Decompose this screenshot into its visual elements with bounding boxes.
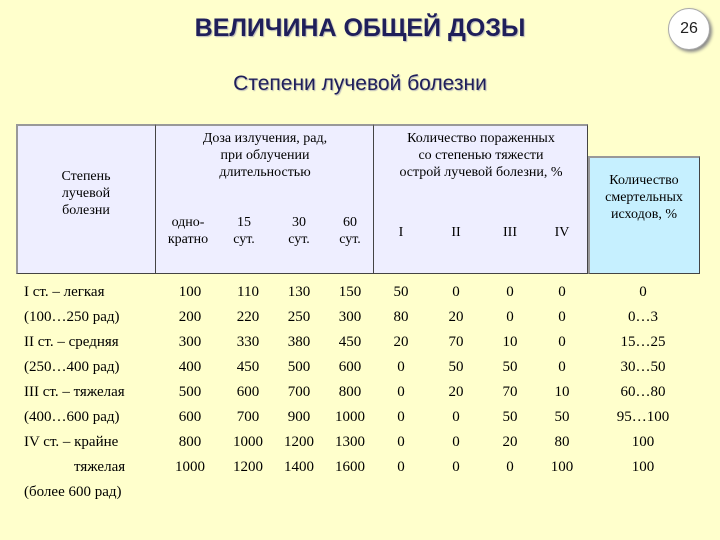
table-cell: 250 <box>287 309 311 325</box>
table-cell: 0 <box>506 459 514 475</box>
table-cell: 600 <box>178 409 202 425</box>
table-cell: 0 <box>452 409 460 425</box>
table-cell: 50 <box>502 359 518 375</box>
table-cell: 70 <box>448 334 464 350</box>
row-label: (100…250 рад) <box>24 309 120 325</box>
table-cell: 1200 <box>233 459 263 475</box>
table-cell: 80 <box>554 434 570 450</box>
dose-col-single: одно- кратно <box>167 215 209 247</box>
table-cell: 150 <box>338 284 362 300</box>
table-cell: 300 <box>178 334 202 350</box>
table-cell: 0 <box>506 309 514 325</box>
table-cell: 0 <box>558 359 566 375</box>
table-cell: 0 <box>452 434 460 450</box>
affected-col-II: II <box>451 225 461 240</box>
table-cell: 110 <box>237 284 259 300</box>
table-cell: 20 <box>393 334 409 350</box>
table-cell: 800 <box>178 434 202 450</box>
table-cell: 900 <box>287 409 311 425</box>
table-cell: 700 <box>236 409 260 425</box>
dose-col-30days: 30 сут. <box>288 215 310 247</box>
table-cell: 800 <box>338 384 362 400</box>
row-label: (250…400 рад) <box>24 359 120 375</box>
table-cell: 100 <box>631 434 655 450</box>
header-dose-text: Доза излучения, рад, при облучении длительностью <box>202 131 328 180</box>
table-cell: 0 <box>558 309 566 325</box>
table-cell: 0 <box>506 284 514 300</box>
table-cell: 50 <box>502 409 518 425</box>
table-cell: 0 <box>397 409 405 425</box>
header-deaths-text: Количество смертельных исходов, % <box>605 173 683 222</box>
header-degree-text: Степень лучевой болезни <box>61 169 111 218</box>
table-cell: 450 <box>338 334 362 350</box>
table-cell: 0 <box>558 334 566 350</box>
table-cell: 20 <box>502 434 518 450</box>
table-cell: 200 <box>178 309 202 325</box>
table-cell: 1400 <box>284 459 314 475</box>
table-cell: 1200 <box>284 434 314 450</box>
table-cell: 600 <box>236 384 260 400</box>
table-cell: 0 <box>452 459 460 475</box>
row-label: II ст. – средняя <box>24 334 119 350</box>
table-cell: 100 <box>178 284 202 300</box>
table-cell: 15…25 <box>620 334 666 350</box>
table-cell: 300 <box>338 309 362 325</box>
table-cell: 10 <box>554 384 570 400</box>
row-label: III ст. – тяжелая <box>24 384 125 400</box>
table-cell: 0 <box>397 434 405 450</box>
table-cell: 70 <box>502 384 518 400</box>
table-cell: 50 <box>393 284 409 300</box>
row-label: тяжелая <box>74 459 126 475</box>
table-cell: 1300 <box>335 434 365 450</box>
table-cell: 1000 <box>175 459 205 475</box>
table-cell: 130 <box>287 284 311 300</box>
table-cell: 0 <box>558 284 566 300</box>
table-cell: 20 <box>448 384 464 400</box>
table-cell: 95…100 <box>616 409 670 425</box>
table-cell: 1000 <box>233 434 263 450</box>
table-cell: 450 <box>236 359 260 375</box>
row-label: (400…600 рад) <box>24 409 120 425</box>
table-cell: 50 <box>448 359 464 375</box>
dose-col-60days: 60 сут. <box>339 215 361 247</box>
table-cell: 50 <box>554 409 570 425</box>
table-cell: 380 <box>287 334 311 350</box>
table-cell: 0 <box>639 284 647 300</box>
table-cell: 0 <box>397 459 405 475</box>
table-cell: 80 <box>393 309 409 325</box>
table-cell: 0 <box>397 359 405 375</box>
table-cell: 500 <box>178 384 202 400</box>
header-affected-text: Количество пораженных со степенью тяжести острой лучевой болезни, % <box>399 131 563 180</box>
affected-col-I: I <box>398 225 404 240</box>
row-label: (более 600 рад) <box>24 484 122 500</box>
slide-subtitle: Степени лучевой болезни <box>233 72 487 95</box>
table-cell: 0 <box>397 384 405 400</box>
table-cell: 100 <box>631 459 655 475</box>
table-cell: 10 <box>502 334 518 350</box>
table-cell: 0…3 <box>628 309 658 325</box>
slide-title: ВЕЛИЧИНА ОБЩЕЙ ДОЗЫ <box>194 14 526 42</box>
affected-col-III: III <box>503 225 517 240</box>
table-cell: 600 <box>338 359 362 375</box>
table-cell: 0 <box>452 284 460 300</box>
dose-col-15days: 15 сут. <box>233 215 255 247</box>
affected-col-IV: IV <box>554 225 570 240</box>
table-cell: 20 <box>448 309 464 325</box>
table-cell: 60…80 <box>620 384 666 400</box>
table-cell: 1600 <box>335 459 365 475</box>
table-cell: 400 <box>178 359 202 375</box>
table-cell: 1000 <box>335 409 365 425</box>
page-number-badge: 26 <box>668 8 710 50</box>
row-label: I ст. – легкая <box>24 284 105 300</box>
table-cell: 100 <box>550 459 574 475</box>
table-cell: 700 <box>287 384 311 400</box>
table-cell: 500 <box>287 359 311 375</box>
row-label: IV ст. – крайне <box>24 434 119 450</box>
table-cell: 330 <box>236 334 260 350</box>
table-cell: 30…50 <box>620 359 666 375</box>
table-cell: 220 <box>236 309 260 325</box>
